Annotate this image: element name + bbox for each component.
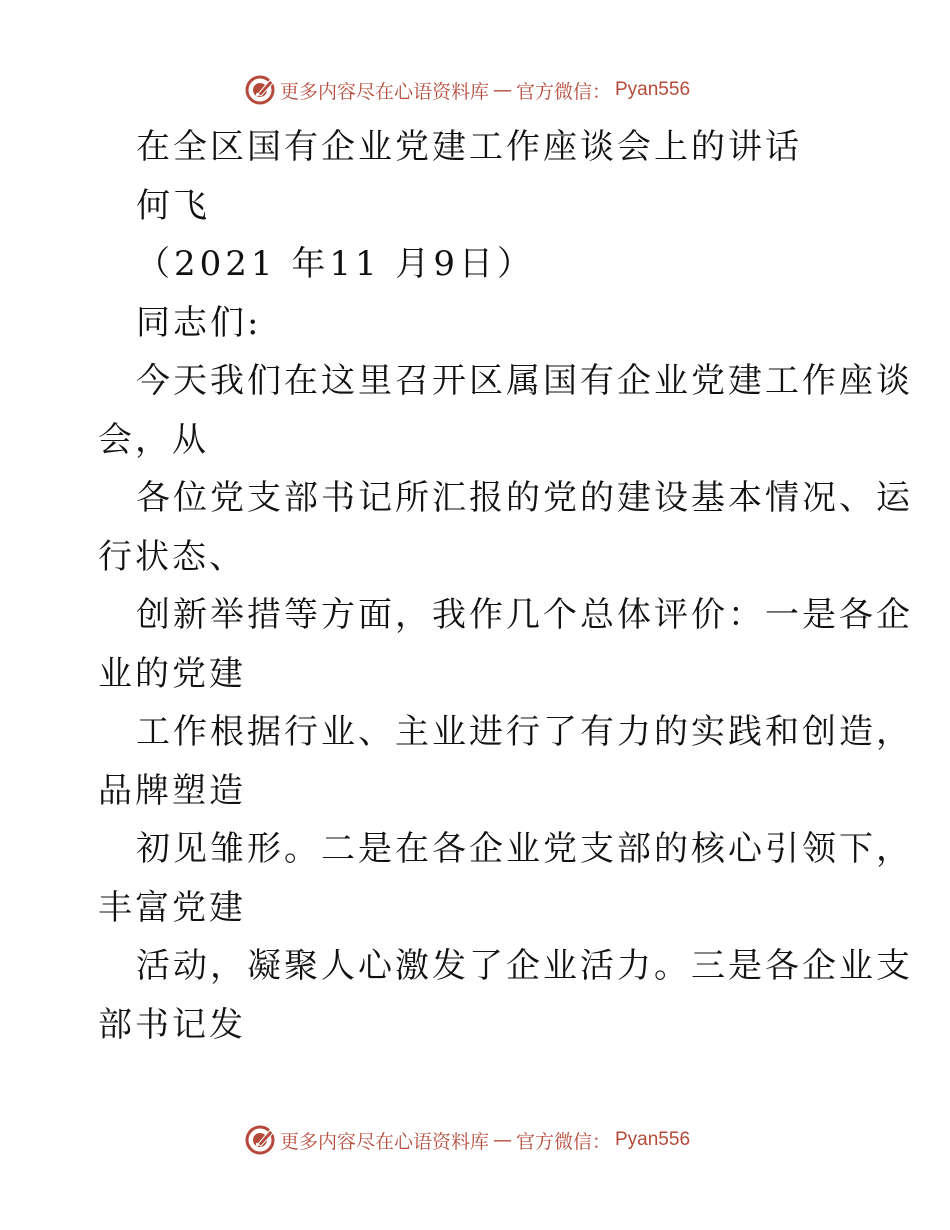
watermark-account-id: Pyan556 — [615, 79, 691, 100]
paragraph-line: 工作根据行业、主业进行了有力的实践和创造， — [136, 712, 913, 752]
paragraph-line: 行状态、 — [98, 536, 246, 577]
paragraph-line: 业的党建 — [98, 653, 246, 694]
watermark — [244, 1124, 690, 1156]
paragraph-line: 会，从 — [98, 419, 209, 460]
page-footer-watermark — [0, 1120, 950, 1160]
paragraph-line: 今天我们在这里召开区属国有企业党建工作座谈 — [136, 361, 913, 401]
watermark-text: 更多内容尽在心语资料库 — [279, 80, 489, 103]
watermark-account-id: Pyan556 — [615, 1129, 691, 1150]
watermark-account-label: 官方微信： — [515, 80, 611, 103]
page-header-watermark — [0, 70, 950, 110]
watermark-separator: — — [492, 79, 512, 101]
document-title: 在全区国有企业党建工作座谈会上的讲话 — [136, 127, 802, 167]
paragraph-lines — [98, 352, 913, 1054]
document-body — [98, 118, 913, 1054]
document-date: （2021 年11 月9日） — [136, 244, 536, 284]
paragraph-line: 丰富党建 — [98, 887, 246, 928]
paragraph-line: 活动，凝聚人心激发了企业活力。三是各企业支 — [136, 946, 913, 986]
watermark-separator: — — [492, 1129, 512, 1151]
pen-logo-icon — [244, 74, 276, 106]
paragraph-line: 初见雏形。二是在各企业党支部的核心引领下， — [136, 829, 913, 869]
document-salutation: 同志们: — [136, 302, 262, 343]
paragraph-line: 各位党支部书记所汇报的党的建设基本情况、运 — [136, 478, 913, 518]
paragraph-line: 部书记发 — [98, 1004, 246, 1045]
paragraph-line: 品牌塑造 — [98, 770, 246, 811]
watermark — [244, 74, 690, 106]
paragraph-line: 创新举措等方面，我作几个总体评价：一是各企 — [136, 595, 913, 635]
document-author: 何飞 — [136, 185, 210, 226]
watermark-text: 更多内容尽在心语资料库 — [279, 1130, 489, 1153]
watermark-account-label: 官方微信： — [515, 1130, 611, 1153]
pen-logo-icon — [244, 1124, 276, 1156]
